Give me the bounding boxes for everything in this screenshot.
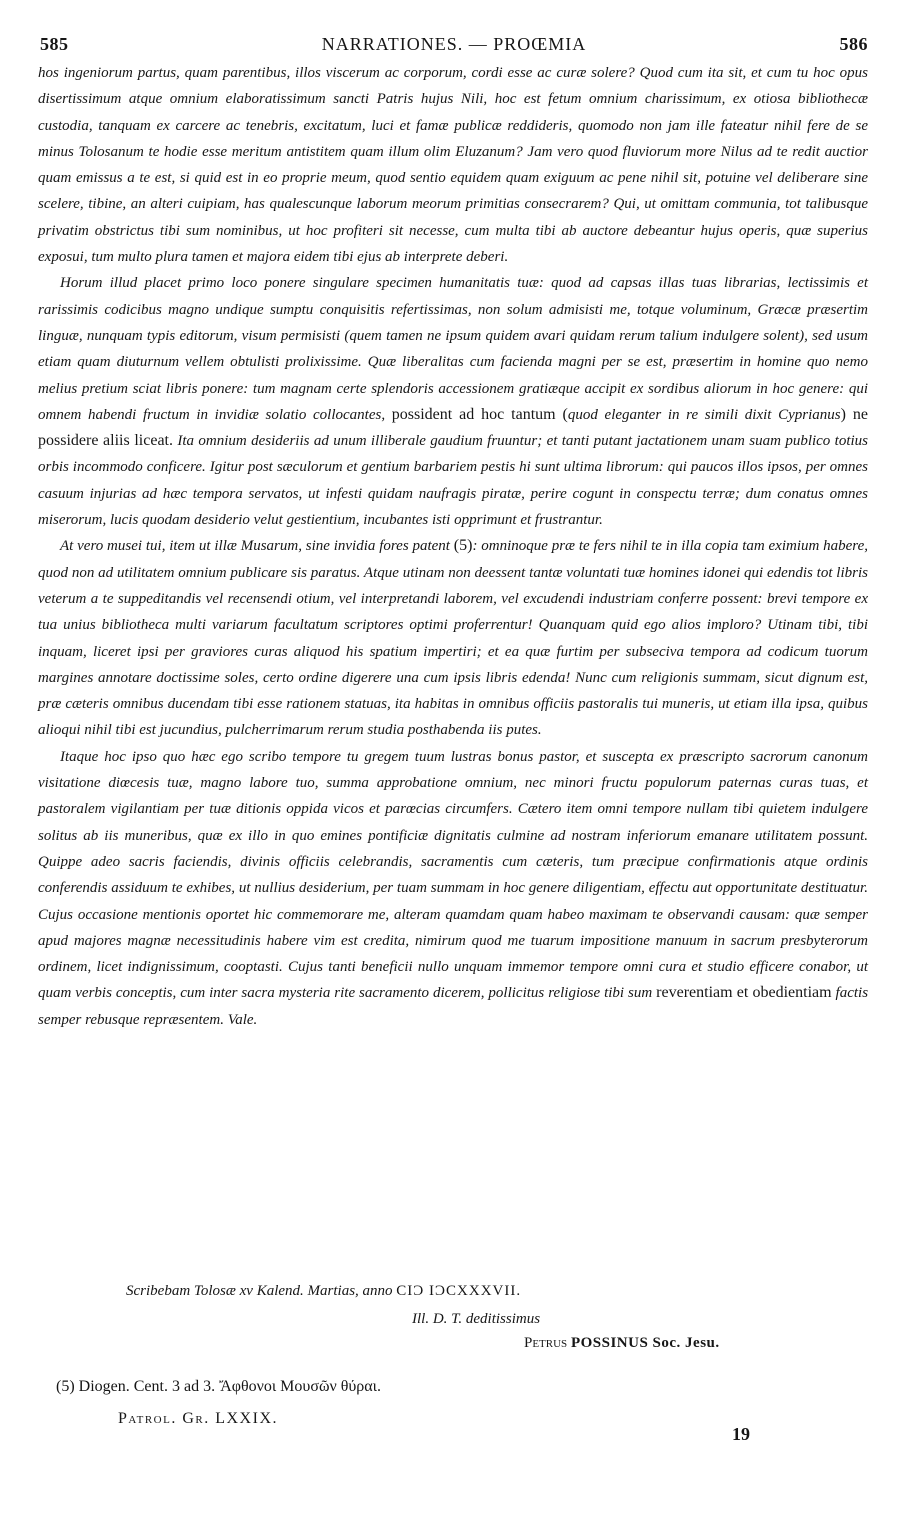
paragraph-2 [38, 270, 868, 533]
paragraph-2-quote: quod eleganter in re simili dixit Cyprianus [567, 406, 841, 423]
paragraph-3 [38, 533, 868, 743]
paragraph-4-roman: reverentiam et obedientiam [656, 984, 832, 1002]
footnote-reference[interactable]: (5) [453, 537, 473, 555]
signature-first-name: Petrus [524, 1335, 568, 1351]
signature-mark: 19 [732, 1424, 750, 1444]
paragraph-2-roman: possident ad hoc tantum ( [391, 405, 568, 423]
paragraph-2-roman-2: ) ne possidere aliis liceat. [38, 405, 869, 450]
running-title: NARRATIONES. — PROŒMIA [321, 34, 587, 54]
signature [524, 1335, 906, 1352]
left-page-number: 585 [40, 34, 69, 54]
dedication: Ill. D. T. deditissimus [412, 1311, 541, 1327]
paragraph-4 [38, 744, 868, 1033]
running-head [40, 34, 868, 58]
dateline-text: Scribebam Tolosæ xv Kalend. Martias, anno [126, 1283, 393, 1299]
dateline-year: CIϽ IϽCXXXVII. [396, 1283, 522, 1299]
paragraph-1: hos ingeniorum partus, quam parentibus, illos viscerum ac corporum, cordi esse ac curæ solere? Quod cum ita sit, et cum tu hoc opus disertissimum atque omnium elaboratissimum sancti Patris hujus Nili, hoc est fetum omnium charissimum, ex otiosa bibliothecæ custodia, tanquam ex carcere ac tenebris, excitatum, luci et famæ publicæ reddideris, quomodo non jam ille fateatur nihil fere de se minus Tolosanum te hodie esse meritum antistitem quam illum olim Eluzanum? Jam vero quod fluviorum more Nilus ad te redit auctior quam emissus a te est, si quid est in eo proprie meum, quod sentio equidem quam exiguum ac pene nihil sit, potuine vel deliberare sine scelere, tibine, an alteri cuipiam, has qualescunque laborum meorum primitias consecrarem? Qui, ut omittam communia, tot talibusque privatim obstrictus tibi sum nominibus, ut hoc profiteri sit necesse, cum multa tibi ab auctore debeantur hujus operis, quæ superius exposui, tum multo plura tamen et majora eidem tibi ejus ab interprete deberi. [38, 65, 868, 266]
dateline [126, 1283, 906, 1300]
main-text [38, 60, 868, 1033]
paragraph-4-part-b: factis semper rebusque repræsentem. Vale. [38, 985, 869, 1028]
paragraph-2-part-a: Horum illud placet primo loco ponere singulare specimen humanitatis tuæ: quod ad capsas illas tuas librarias, lectissimis et rarissimis codicibus magno undique sumptu conquisitis refertissimas, non solum admisisti me, totque voluminum, Græcæ præsertim linguæ, nunquam typis editorum, visum permisisti (quem tamen ne ipsum quidem avari quidam rerum talium indulgere solent), sed usum etiam quam diuturnum vellem obtulisti prolixissime. Quæ liberalitas cum facienda magni per se est, præsertim in homine quo nemo melius pretium sciat libris ponere: tum magnam certe splendoris accessionem gratiæque accipit ex sordibus aliorum in hoc genere: qui omnem habendi fructum in invidiæ solatio collocantes, [38, 275, 868, 423]
volume-footer: Patrol. Gr. LXXIX. [118, 1410, 278, 1427]
signature-last-name: POSSINUS Soc. Jesu. [570, 1335, 720, 1351]
footnote: (5) Diogen. Cent. 3 ad 3. Ἄφθονοι Μουσῶν θύραι. [56, 1378, 381, 1395]
paragraph-2-part-b: Ita omnium desideriis ad unum illiberale gaudium fruuntur; et tanti putant jactationem unam suam publico totius orbis incommodo conficere. Igitur post sæculorum et gentium barbariem pestis hi sunt ultima librorum: qui paucos illos ipsos, per omnes casuum injurias ad hæc tempora servatos, ut infesti quidam naufragis piratæ, perire cogunt in conspectu terræ; dum conatus omnes miserorum, lucis quodam desiderio velut gestientium, incubantes isti opprimunt et frustrantur. [38, 433, 869, 529]
right-page-number: 586 [839, 34, 868, 54]
paragraph-4-part-a: Itaque hoc ipso quo hæc ego scribo tempore tu gregem tuum lustras bonus pastor, et suscepta ex præscripto sacrorum canonum visitatione diœcesis tuæ, magno labore tuo, summa approbatione omnium, nec minori fructu populorum paternas curas tuas, et pastoralem vigilantiam per tuæ ditionis oppida vicos et parœcias circumfers. Cætero item omni tempore nullam tibi quietem indulgere solitus ab iis muneribus, quæ ex illo in quo emines pontificiæ dignitatis culmine ad nostram inferiorum emanare utilitatem possunt. Quippe adeo sacris faciendis, divinis officiis celebrandis, sacramentis cum cæteris, tum præcipue confirmationis atque ordinis conferendis assiduum te exhibes, ut nullius desiderium, per tuam summam in hoc genere diligentiam, effectu aut opportunitate destituatur. Cujus occasione mentionis oportet hic commemorare me, alteram quamdam quam habeo maximam te observandi causam: quæ semper apud majores magnæ necessitudinis habere vim est credita, nimirum quod me tuarum impositione manuum in sacrum presbyterorum ordinem, licet indignissimum, cooptasti. Cujus tanti beneficii nullo unquam immemor tempore omni cura et studio efficere conabor, ut quam verbis conceptis, cum inter sacra mysteria rite sacramento dicerem, pollicitus religiose tibi sum [38, 748, 868, 1002]
paragraph-3-part-b: : omninoque præ te fers nihil te in illa copia tam eximium habere, quod non ad utilitatem omnium publicare sis paratus. Atque utinam non deessent tantæ voluntati tuæ homines idonei qui edendis tot libris veterum a te suppeditandis vel recensendi otium, vel interpretandi laborem, vel excudendi industriam conferre possent: brevi tempore ex tua unius bibliotheca multi variarum facultatum scriptores optimi proferrentur! Quanquam quid ego alios imploro? Utinam tibi, tibi inquam, liceret ipsi per graviores curas aliquod his spatium impertiri; et ea quæ furtim per subsecivа tempora ad codicum tuorum margines annotare doctissime soles, certo ordine digerere una cum ipsis libris edenda! Nunc cum religionis summam, sicut dignum est, præ cæteris omnibus ducendam tibi esse rationem statuas, ita habitas in omnibus officiis pastoralis tui muneris, ut etiam illa ipsa, quibus alioqui nihil tibi est jucundius, pulcherrimarum rerum studia posthabenda iis putes. [38, 538, 868, 739]
paragraph-3-part-a: At vero musei tui, item ut illæ Musarum, sine invidia fores patent [60, 538, 450, 555]
